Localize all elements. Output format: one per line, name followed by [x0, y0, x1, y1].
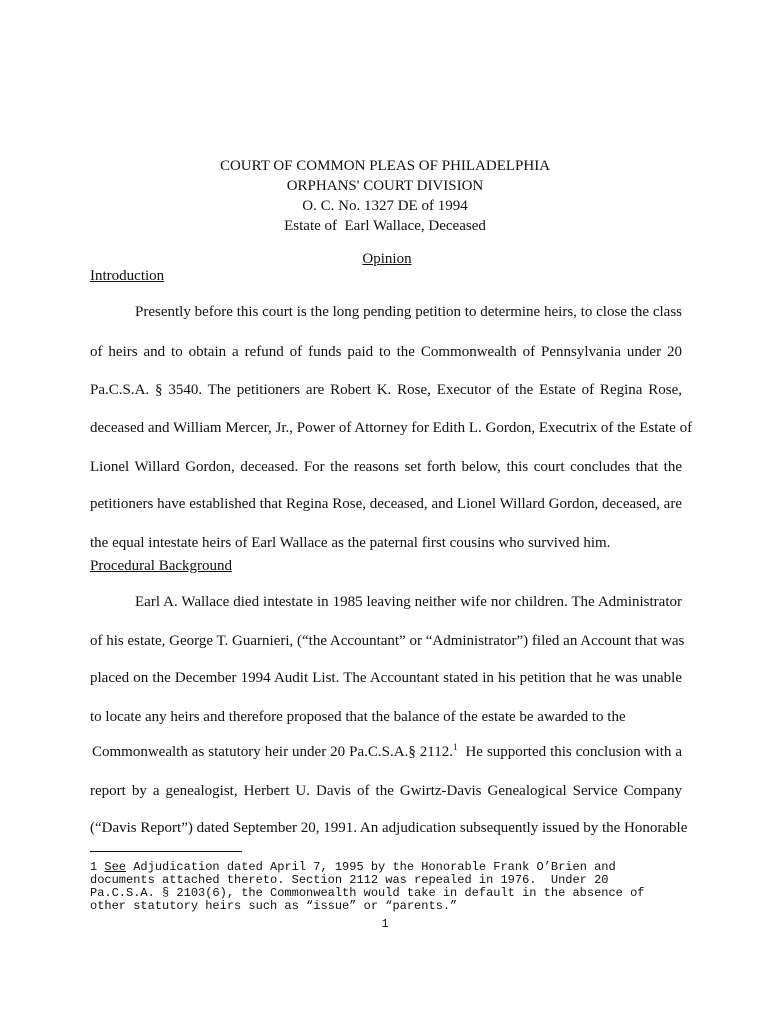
- section-heading-introduction: Introduction: [90, 268, 165, 284]
- footnote-text: Adjudication dated April 7, 1995 by the Honorable Frank O’Brien and: [126, 860, 616, 874]
- footnote-marker[interactable]: 1: [453, 742, 458, 752]
- case-number: O. C. No. 1327 DE of 1994: [302, 198, 468, 214]
- paragraph-line: of his estate, George T. Guarnieri, (“the Accountant” or “Administrator”) filed an Account that was: [90, 633, 685, 649]
- paragraph-line: report by a genealogist, Herbert U. Davis of the Gwirtz-Davis Genealogical Service Company: [90, 783, 682, 799]
- paragraph-line: to locate any heirs and therefore proposed that the balance of the estate be awarded to the: [90, 709, 626, 725]
- paragraph-line: Presently before this court is the long pending petition to determine heirs, to close the class: [135, 304, 682, 320]
- paragraph-line: deceased and William Mercer, Jr., Power of Attorney for Edith L. Gordon, Executrix of the Estate of: [90, 420, 693, 436]
- paragraph-line: petitioners have established that Regina Rose, deceased, and Lionel Willard Gordon, deceased, are: [90, 496, 682, 512]
- footnote-line: other statutory heirs such as “issue” or “parents.”: [90, 899, 458, 913]
- paragraph-line: placed on the December 1994 Audit List. The Accountant stated in his petition that he was unable: [90, 670, 682, 686]
- footnote-see-signal: See: [104, 860, 127, 874]
- footnote-line: Pa.C.S.A. § 2103(6), the Commonwealth would take in default in the absence of: [90, 886, 645, 900]
- court-division: ORPHANS' COURT DIVISION: [286, 178, 484, 194]
- footnote: [90, 861, 690, 913]
- estate-name: Estate of Earl Wallace, Deceased: [284, 218, 486, 234]
- paragraph-line: the equal intestate heirs of Earl Wallace as the paternal first cousins who survived him.: [90, 535, 611, 551]
- opinion-heading: Opinion: [362, 251, 412, 267]
- paragraph-line: Earl A. Wallace died intestate in 1985 leaving neither wife nor children. The Administrator: [135, 594, 682, 610]
- line-text: He supported this conclusion with a: [457, 744, 682, 760]
- paragraph-line: Lionel Willard Gordon, deceased. For the reasons set forth below, this court concludes that the: [90, 459, 682, 475]
- footnote-line: documents attached thereto. Section 2112 was repealed in 1976. Under 20: [90, 873, 609, 887]
- paragraph-line: of heirs and to obtain a refund of funds paid to the Commonwealth of Pennsylvania under 20: [90, 344, 682, 360]
- caption-header: [0, 156, 770, 236]
- footnote-number: 1: [90, 860, 98, 874]
- paragraph-line: Pa.C.S.A. § 3540. The petitioners are Robert K. Rose, Executor of the Estate of Regina Rose,: [90, 382, 682, 398]
- line-text: Commonwealth as statutory heir under 20 Pa.C.S.A.§ 2112.: [92, 744, 454, 760]
- section-heading-procedural-background: Procedural Background: [90, 558, 233, 574]
- footnote-separator: [90, 851, 242, 852]
- paragraph-line: (“Davis Report”) dated September 20, 1991. An adjudication subsequently issued by the Honorable: [90, 820, 688, 836]
- page-number: 1: [381, 917, 389, 931]
- court-name: COURT OF COMMON PLEAS OF PHILADELPHIA: [219, 158, 551, 174]
- paragraph-line-with-footnote: [92, 742, 682, 762]
